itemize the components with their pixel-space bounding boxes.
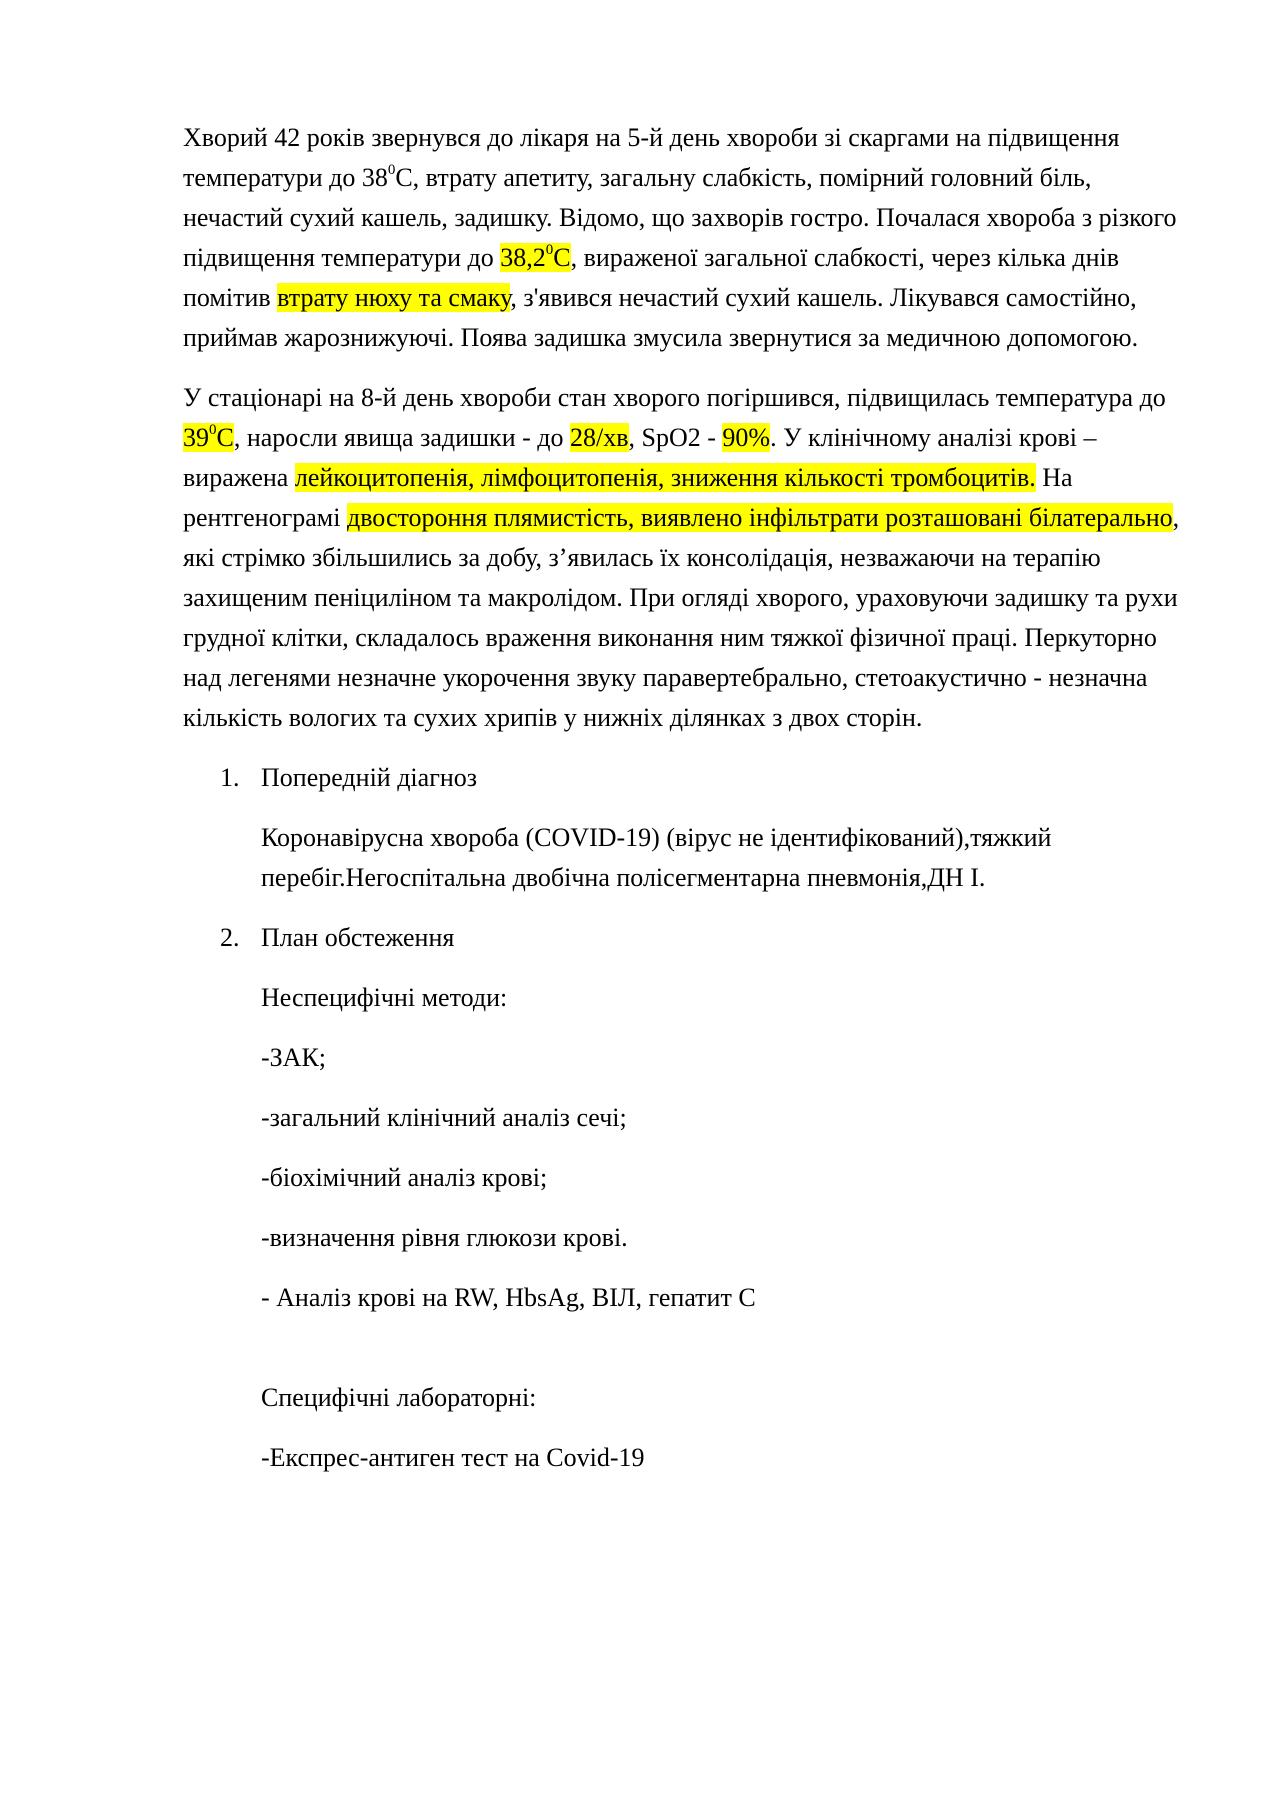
list-item-exam-plan (183, 918, 1193, 1478)
list-item-title: План обстеження (261, 923, 455, 952)
highlight-temperature (500, 243, 570, 272)
superscript: 0 (387, 162, 396, 179)
highlight-text: 39 (183, 423, 209, 452)
superscript: 0 (545, 242, 554, 259)
text-run: , наросли явища задишки - до (233, 423, 570, 452)
text-run: С, втрату апетиту, загальну слабкість, помірний головний біль, нечастий сухий кашель, задишку. Відомо, що захворів гостро. Почалася хвороба з різкого підвищення температури до (183, 163, 1177, 272)
plan-line: -біохімічний аналіз крові; (261, 1163, 548, 1192)
highlight-anosmia: втрату нюху та смаку (277, 283, 511, 312)
text-run: У стаціонарі на 8-й день хвороби стан хворого погіршився, підвищилась температура до (183, 383, 1166, 412)
highlight-blood-findings: лейкоцитопенія, лімфоцитопенія, зниження кількості тромбоцитів. (294, 463, 1036, 492)
text-run: , які стрімко збільшились за добу, з’явилась їх консолідація, незважаючи на терапію захищеним пеніциліном та макролідом. При огляді хворого, ураховуючи задишку та рухи грудної клітки, складалось враження виконання ним тяжкої фізичної праці. Перкуторно над легенями незначне укорочення звуку паравертебрально, стетоакустично - незначна кількість вологих та сухих хрипів у нижніх ділянках з двох сторін. (183, 503, 1180, 732)
plan-line-specific-header: Специфічні лабораторні: (261, 1383, 537, 1412)
plan-line: -визначення рівня глюкози крові. (261, 1223, 628, 1252)
plan-line: -загальний клінічний аналіз сечі; (261, 1103, 627, 1132)
highlight-text: 38,2 (500, 243, 546, 272)
highlight-text: С (553, 243, 571, 272)
plan-line-nonspecific-header: Неспецифічні методи: (261, 983, 508, 1012)
text-run: , з'явився нечастий сухий кашель. Лікувався самостійно, приймав жарознижуючі. Поява задишка змусила звернутися за медичною допомогою. (183, 283, 1139, 352)
plan-line: -ЗАК; (261, 1043, 327, 1072)
text-run: , SpO2 - (628, 423, 723, 452)
plan-line: -Експрес-антиген тест на Covid-19 (261, 1443, 645, 1472)
highlight-temperature (183, 423, 234, 452)
highlight-spo2: 90% (722, 423, 771, 452)
superscript: 0 (209, 422, 217, 439)
document-page (183, 118, 1193, 1498)
diagnosis-text: Коронавірусна хвороба (COVID-19) (вірус не ідентифікований),тяжкий перебіг.Негоспітальна двобічна полісегментарна пневмонія,ДН І. (261, 823, 1052, 892)
text-run: Хворий 42 років звернувся до лікаря на 5-й день хвороби зі скаргами на підвищення температури до 38 (183, 123, 1120, 192)
case-paragraph-1 (183, 118, 1193, 358)
list-item-diagnosis (183, 758, 1193, 898)
highlight-respiratory-rate: 28/хв (570, 423, 629, 452)
text-run: , вираженої загальної слабкості, через кілька днів помітив (183, 243, 1120, 312)
blank-line (261, 1338, 1193, 1378)
highlight-xray-findings: двостороння плямистість, виявлено інфільтрати розташовані білатерально (346, 503, 1173, 532)
highlight-text: С (216, 423, 234, 452)
plan-line: - Аналіз крові на RW, HbsAg, ВІЛ, гепатит С (261, 1283, 756, 1312)
case-paragraph-2 (183, 378, 1193, 738)
list-number: 1. (220, 763, 240, 792)
numbered-list (183, 758, 1193, 1478)
list-number: 2. (220, 923, 240, 952)
text-run: . У клінічному аналізі крові – виражена (183, 423, 1097, 492)
text-run: На рентгенограмі (183, 463, 1073, 532)
list-item-title: Попередній діагноз (261, 763, 478, 792)
